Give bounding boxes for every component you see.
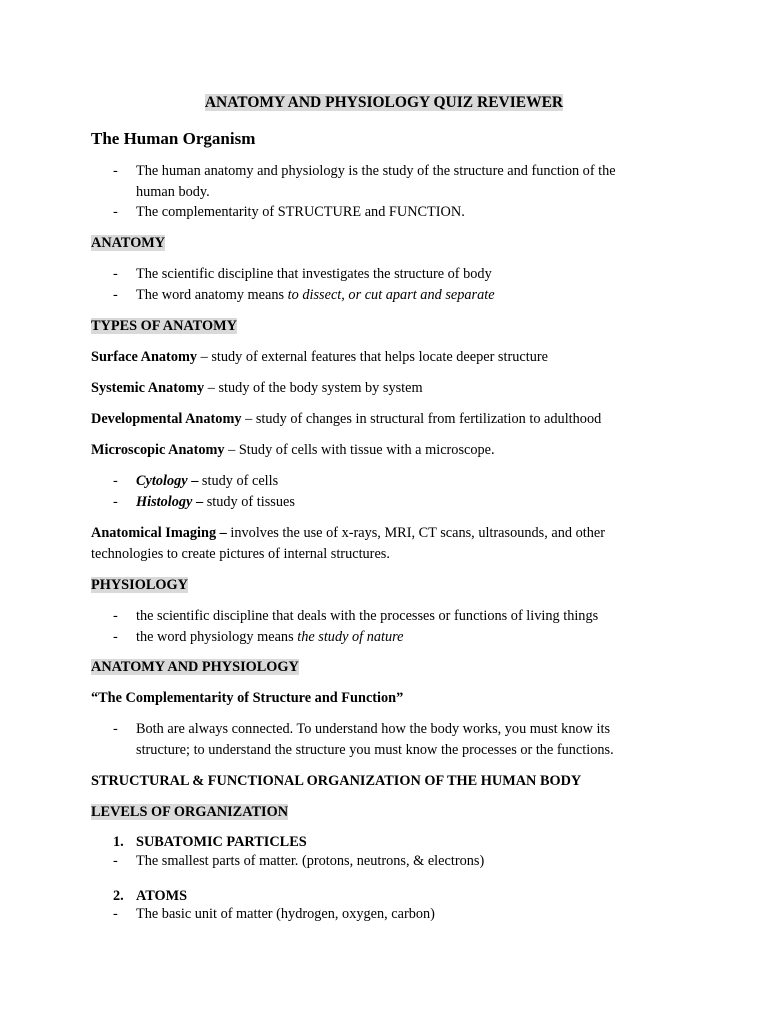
section-heading-types-of-anatomy — [91, 317, 237, 335]
heading-text: ANATOMY — [91, 235, 166, 251]
definition-anatomical-imaging-cont: technologies to create pictures of internal structures. — [91, 546, 390, 562]
bullet-text-cont: structure; to understand the structure you must know the processes or the functions. — [136, 742, 614, 758]
definition: study of tissues — [203, 494, 295, 510]
section-heading-physiology — [91, 576, 188, 594]
bullet-text — [136, 628, 404, 646]
bullet-text-plain: the word physiology means — [136, 629, 298, 645]
definition-developmental-anatomy — [91, 410, 601, 428]
definition-surface-anatomy — [91, 348, 548, 366]
bullet-text-italic: the study of nature — [297, 629, 404, 645]
term: Histology — [136, 494, 193, 510]
section-heading-structural-functional: STRUCTURAL & FUNCTIONAL ORGANIZATION OF THE HUMAN BODY — [91, 773, 582, 789]
bullet-dash: - — [113, 608, 118, 624]
heading-text: PHYSIOLOGY — [91, 577, 188, 593]
definition: – study of the body system by system — [204, 380, 423, 396]
level-title-atoms: ATOMS — [136, 888, 188, 904]
bullet-text: Both are always connected. To understand how the body works, you must know its — [136, 721, 611, 737]
bullet-text: the scientific discipline that deals with the processes or functions of living things — [136, 608, 599, 624]
level-desc: The basic unit of matter (hydrogen, oxygen, carbon) — [136, 906, 435, 922]
term-dash: – — [192, 494, 204, 510]
term: Anatomical Imaging – — [91, 525, 227, 541]
section-heading-anatomy-and-physiology — [91, 658, 299, 676]
definition: study of cells — [198, 473, 279, 489]
section-title-human-organism: The Human Organism — [91, 129, 256, 148]
term: Systemic Anatomy — [91, 380, 205, 396]
bullet-dash: - — [113, 721, 118, 737]
level-desc: The smallest parts of matter. (protons, neutrons, & electrons) — [136, 853, 485, 869]
bullet-cytology — [136, 472, 278, 490]
bullet-dash: - — [113, 287, 118, 303]
heading-text: LEVELS OF ORGANIZATION — [91, 804, 289, 820]
title-text: ANATOMY AND PHYSIOLOGY QUIZ REVIEWER — [204, 94, 564, 111]
heading-text: TYPES OF ANATOMY — [91, 318, 237, 334]
bullet-text: The human anatomy and physiology is the study of the structure and function of the — [136, 163, 616, 179]
definition: – study of changes in structural from fertilization to adulthood — [241, 411, 602, 427]
bullet-text: The scientific discipline that investigates the structure of body — [136, 266, 492, 282]
bullet-text-italic: to dissect, or cut apart and separate — [287, 287, 495, 303]
bullet-dash: - — [113, 494, 118, 510]
term-dash: – — [187, 473, 199, 489]
term: Surface Anatomy — [91, 349, 198, 365]
term: Cytology — [136, 473, 188, 489]
bullet-text-plain: The word anatomy means — [136, 287, 288, 303]
document-title — [0, 94, 768, 112]
bullet-dash: - — [113, 629, 118, 645]
bullet-text — [136, 286, 495, 304]
bullet-dash: - — [113, 266, 118, 282]
bullet-dash: - — [113, 163, 118, 179]
term: Developmental Anatomy — [91, 411, 242, 427]
section-heading-anatomy — [91, 234, 165, 252]
definition-anatomical-imaging — [91, 524, 605, 542]
quote-heading: “The Complementarity of Structure and Function” — [91, 690, 404, 706]
definition: – study of external features that helps locate deeper structure — [197, 349, 548, 365]
bullet-text-cont: human body. — [136, 184, 210, 200]
heading-text: ANATOMY AND PHYSIOLOGY — [91, 659, 299, 675]
bullet-dash: - — [113, 906, 118, 922]
bullet-dash: - — [113, 204, 118, 220]
definition: involves the use of x-rays, MRI, CT scans, ultrasounds, and other — [226, 525, 605, 541]
definition-systemic-anatomy — [91, 379, 423, 397]
section-heading-levels-of-organization — [91, 803, 288, 821]
list-number: 1. — [113, 834, 124, 850]
term: Microscopic Anatomy — [91, 442, 225, 458]
bullet-text: The complementarity of STRUCTURE and FUNCTION. — [136, 204, 465, 220]
bullet-histology — [136, 493, 295, 511]
definition-microscopic-anatomy — [91, 441, 495, 459]
definition: – Study of cells with tissue with a microscope. — [224, 442, 495, 458]
level-title-subatomic-particles: SUBATOMIC PARTICLES — [136, 834, 307, 850]
bullet-dash: - — [113, 853, 118, 869]
list-number: 2. — [113, 888, 124, 904]
bullet-dash: - — [113, 473, 118, 489]
